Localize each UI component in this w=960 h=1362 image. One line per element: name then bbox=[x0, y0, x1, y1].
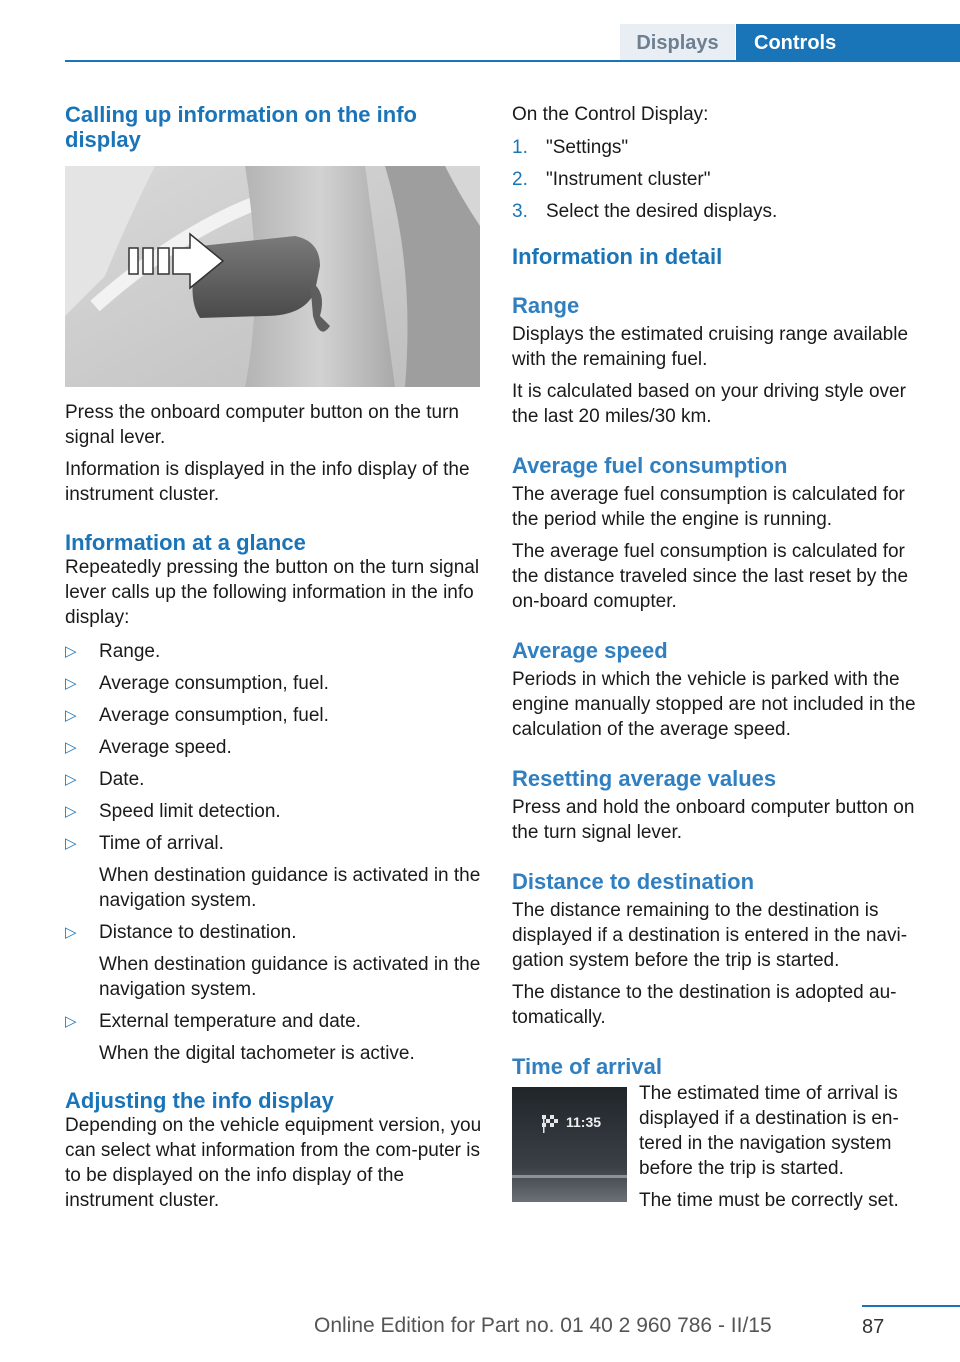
list-item: ▷ Speed limit detection. bbox=[65, 801, 281, 822]
subheading-range: Range bbox=[512, 293, 580, 318]
lever-drawing-icon bbox=[65, 166, 480, 387]
left-column bbox=[65, 102, 482, 1213]
paragraph-control-display: On the Control Display: bbox=[512, 104, 709, 125]
subheading-average-speed: Average speed bbox=[512, 638, 668, 663]
paragraph-afc-2: The average fuel consumption is calculated for the distance traveled since the last reset by the on-board comupter. bbox=[512, 541, 909, 612]
turn-signal-lever-illustration bbox=[65, 166, 480, 387]
step-item: 3. Select the desired displays. bbox=[512, 201, 778, 222]
paragraph-arrival-2: The time must be correctly set. bbox=[639, 1190, 899, 1211]
list-item: ▷ Average speed. bbox=[65, 737, 232, 758]
subheading-time-of-arrival: Time of arrival bbox=[512, 1054, 662, 1079]
list-item-note: When destination guidance is activated in the navigation system. bbox=[99, 954, 481, 1000]
subheading-resetting: Resetting average values bbox=[512, 766, 777, 791]
section-title-adjusting: Adjusting the info display bbox=[65, 1088, 334, 1113]
steps-list bbox=[512, 135, 932, 231]
header-chapter-tab: Controls bbox=[736, 24, 960, 62]
paragraph-distance-2: The distance to the destination is adopted au‐tomatically. bbox=[512, 982, 897, 1028]
time-of-arrival-block bbox=[512, 1081, 932, 1213]
bullet-triangle-icon: ▷ bbox=[65, 739, 77, 756]
bullet-triangle-icon: ▷ bbox=[65, 707, 77, 724]
subheading-average-fuel: Average fuel consumption bbox=[512, 453, 788, 478]
bullet-triangle-icon: ▷ bbox=[65, 803, 77, 820]
paragraph-arrival-1: The estimated time of arrival is displayed if a destination is en‐tered in the navigation system before the trip is started. bbox=[639, 1083, 899, 1179]
step-item: 2. "Instrument cluster" bbox=[512, 169, 711, 190]
paragraph-range-2: It is calculated based on your driving style over the last 20 miles/30 km. bbox=[512, 381, 906, 427]
paragraph-depending-on: Depending on the vehicle equipment version, you can select what information from the com‐puter is to be displayed on the info display of the instrument cluster. bbox=[65, 1115, 482, 1211]
bullet-triangle-icon: ▷ bbox=[65, 1013, 77, 1030]
paragraph-resetting: Press and hold the onboard computer button on the turn signal lever. bbox=[512, 797, 915, 843]
info-items-list bbox=[65, 636, 482, 1070]
paragraph-repeatedly-pressing: Repeatedly pressing the button on the turn signal lever calls up the following information in the info display: bbox=[65, 557, 480, 628]
list-item: ▷ External temperature and date. When the digital tachometer is active. bbox=[65, 1006, 482, 1070]
list-item: ▷ Distance to destination. When destination guidance is activated in the navigation system. bbox=[65, 922, 481, 1000]
list-item-note: When the digital tachometer is active. bbox=[99, 1043, 415, 1064]
paragraph-info-displayed: Information is displayed in the info display of the instrument cluster. bbox=[65, 459, 470, 505]
bullet-triangle-icon: ▷ bbox=[65, 643, 77, 660]
bullet-triangle-icon: ▷ bbox=[65, 675, 77, 692]
paragraph-range-1: Displays the estimated cruising range available with the remaining fuel. bbox=[512, 324, 909, 370]
bullet-triangle-icon: ▷ bbox=[65, 835, 77, 852]
list-item: ▷ Time of arrival. When destination guidance is activated in the navigation system. bbox=[65, 833, 481, 911]
list-item: ▷ Average consumption, fuel. bbox=[65, 673, 329, 694]
paragraph-distance-1: The distance remaining to the destination is displayed if a destination is entered in the navi‐gation system before the trip is started. bbox=[512, 900, 908, 971]
page-number: 87 bbox=[862, 1316, 885, 1338]
section-title-at-a-glance: Information at a glance bbox=[65, 530, 306, 555]
paragraph-average-speed: Periods in which the vehicle is parked with the engine manually stopped are not included in the calculation of the average speed. bbox=[512, 669, 916, 740]
header-section-tab: Displays bbox=[620, 24, 735, 60]
list-item: ▷ Date. bbox=[65, 769, 145, 790]
right-column bbox=[512, 102, 932, 1213]
paragraph-press-button: Press the onboard computer button on the turn signal lever. bbox=[65, 402, 459, 448]
footer-rule bbox=[862, 1305, 960, 1307]
section-title-info-display: Calling up information on the info display bbox=[65, 102, 417, 152]
list-item: ▷ Range. bbox=[65, 641, 161, 662]
bullet-triangle-icon: ▷ bbox=[65, 924, 77, 941]
footer-edition: Online Edition for Part no. 01 40 2 960 786 - II/15 bbox=[314, 1314, 772, 1337]
subheading-distance: Distance to destination bbox=[512, 869, 755, 894]
step-item: 1. "Settings" bbox=[512, 137, 629, 158]
list-item-note: When destination guidance is activated in the navigation system. bbox=[99, 865, 481, 911]
section-title-in-detail: Information in detail bbox=[512, 244, 723, 269]
list-item: ▷ Average consumption, fuel. bbox=[65, 705, 329, 726]
paragraph-afc-1: The average fuel consumption is calculated for the period while the engine is running. bbox=[512, 484, 905, 530]
arrival-clock-readout: 11:35 bbox=[566, 1114, 602, 1130]
arrival-time-display-image bbox=[512, 1087, 627, 1202]
bullet-triangle-icon: ▷ bbox=[65, 771, 77, 788]
